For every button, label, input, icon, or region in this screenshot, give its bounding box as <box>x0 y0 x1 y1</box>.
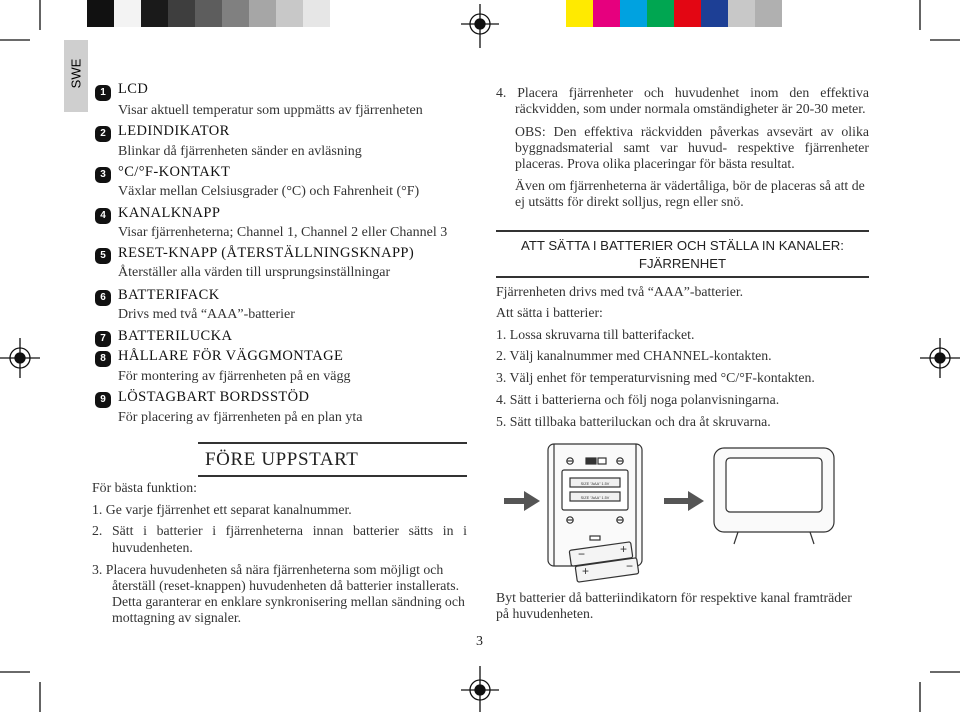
feature-title-battery-compartment: BATTERIFACK <box>118 287 220 303</box>
language-tab-label: SWE <box>68 58 84 89</box>
page-number: 3 <box>476 634 483 649</box>
feature-badge-5: 5 <box>95 248 111 264</box>
battery-installation-illustration <box>490 436 880 586</box>
fore-uppstart-step-3-line-3: Detta garanterar en enklare synkronisering mellan sändning och <box>112 594 465 609</box>
battery-rule-top <box>496 230 869 232</box>
weather-note-line-1: Även om fjärrenheterna är vädertåliga, bör de placeras så att de <box>515 178 865 193</box>
section-rule-top <box>198 442 467 444</box>
language-tab <box>64 40 88 112</box>
feature-badge-2: 2 <box>95 126 111 142</box>
feature-badge-4: 4 <box>95 208 111 224</box>
battery-step-5: 5. Sätt tillbaka batteriluckan och dra åt skruvarna. <box>496 414 771 429</box>
fore-uppstart-step-2-line-1: 2. Sätt i batterier i fjärrenheterna innan batterier sätts in i <box>92 523 467 538</box>
feature-desc-table-stand: För placering av fjärrenheten på en plan yta <box>118 410 363 425</box>
feature-title-battery-door: BATTERILUCKA <box>118 328 233 344</box>
obs-line-2: byggnadsmaterial samt var huvud- respektive fjärrenheter <box>515 140 869 155</box>
crosshair-bottom-icon <box>461 666 499 712</box>
battery-step-2: 2. Välj kanalnummer med CHANNEL-kontakten. <box>496 348 772 363</box>
feature-title-led: LEDINDIKATOR <box>118 123 230 139</box>
feature-desc-channel: Visar fjärrenheterna; Channel 1, Channel 2 eller Channel 3 <box>118 225 448 240</box>
feature-desc-cf-switch: Växlar mellan Celsiusgrader (°C) och Fahrenheit (°F) <box>118 184 420 199</box>
feature-desc-lcd: Visar aktuell temperatur som uppmätts av fjärrenheten <box>118 103 423 118</box>
feature-title-channel: KANALKNAPP <box>118 205 221 221</box>
feature-desc-battery-compartment: Drivs med två “AAA”-batterier <box>118 307 295 322</box>
section-heading-fore-uppstart: FÖRE UPPSTART <box>205 449 359 470</box>
powered-by-text: Fjärrenheten drivs med två “AAA”-batterier. <box>496 284 744 299</box>
insert-batteries-heading: Att sätta i batterier: <box>496 305 603 320</box>
fore-uppstart-intro: För bästa funktion: <box>92 480 197 495</box>
feature-title-reset: RESET-KNAPP (ÅTERSTÄLLNINGSKNAPP) <box>118 245 415 261</box>
arrow-right-icon-right <box>664 491 704 511</box>
caption-line-2: på huvudenheten. <box>496 606 594 621</box>
feature-title-wall-mount: HÅLLARE FÖR VÄGGMONTAGE <box>118 348 344 364</box>
caption-line-1: Byt batterier då batteriindikatorn för respektive kanal framträder <box>496 590 852 605</box>
feature-badge-3: 3 <box>95 167 111 183</box>
feature-title-cf-switch: °C/°F-KONTAKT <box>118 164 231 180</box>
feature-title-lcd: LCD <box>118 81 149 97</box>
battery-plus-2: + <box>582 564 590 578</box>
feature-badge-8: 8 <box>95 351 111 367</box>
item-4-line-1: 4. Placera fjärrenheter och huvudenhet inom den effektiva <box>496 85 869 100</box>
battery-minus-2: − <box>626 559 634 573</box>
crosshair-top-icon <box>461 4 499 48</box>
battery-step-3: 3. Välj enhet för temperaturvisning med °C/°F-kontakten. <box>496 370 815 385</box>
battery-heading-line-1: ATT SÄTTA I BATTERIER OCH STÄLLA IN KANALER: <box>521 238 844 253</box>
arrow-right-icon-left <box>504 491 540 511</box>
battery-minus-1: − <box>578 547 586 561</box>
feature-badge-6: 6 <box>95 290 111 306</box>
feature-badge-7: 7 <box>95 331 111 347</box>
fore-uppstart-step-2-line-2: huvudenheten. <box>112 540 193 555</box>
battery-label-2: SIZE "AAA" 1.5V <box>580 496 610 500</box>
weather-note-line-2: ej utsätts för direkt solljus, regn eller snö. <box>515 194 744 209</box>
feature-title-table-stand: LÖSTAGBART BORDSSTÖD <box>118 389 310 405</box>
fore-uppstart-step-3-line-2: återställ (reset-knappen) huvudenheten då batterier installerats. <box>112 578 460 593</box>
fore-uppstart-step-3-line-1: 3. Placera huvudenheten så nära fjärrenheterna som möjligt och <box>92 562 444 577</box>
crosshair-right-icon <box>920 338 960 378</box>
crosshair-left-icon <box>0 338 40 378</box>
feature-desc-reset: Återställer alla värden till ursprungsinställningar <box>118 265 391 280</box>
battery-heading-line-2: FJÄRRENHET <box>638 256 727 271</box>
battery-step-4: 4. Sätt i batterierna och följ noga polanvisningarna. <box>496 392 780 407</box>
item-4-line-2: räckvidden, som under normala omständigheter är 20-30 meter. <box>515 101 866 116</box>
feature-desc-wall-mount: För montering av fjärrenheten på en vägg <box>118 369 351 384</box>
battery-plus-1: + <box>620 542 628 556</box>
feature-desc-led: Blinkar då fjärrenheten sänder en avläsning <box>118 144 362 159</box>
main-unit-icon <box>714 448 834 544</box>
obs-line-3: placeras. Prova olika placeringar för bästa resultat. <box>515 156 795 171</box>
battery-label-1: SIZE "AAA" 1.5V <box>580 482 610 486</box>
feature-badge-1: 1 <box>95 85 111 101</box>
fore-uppstart-step-1: 1. Ge varje fjärrenhet ett separat kanalnummer. <box>92 502 352 517</box>
fore-uppstart-step-3-line-4: mottagning av signaler. <box>112 610 242 625</box>
obs-line-1: OBS: Den effektiva räckvidden påverkas avsevärt av olika <box>515 124 869 139</box>
battery-rule-bottom <box>496 276 869 278</box>
feature-badge-9: 9 <box>95 392 111 408</box>
battery-step-1: 1. Lossa skruvarna till batterifacket. <box>496 327 695 342</box>
section-rule-bottom <box>198 475 467 477</box>
